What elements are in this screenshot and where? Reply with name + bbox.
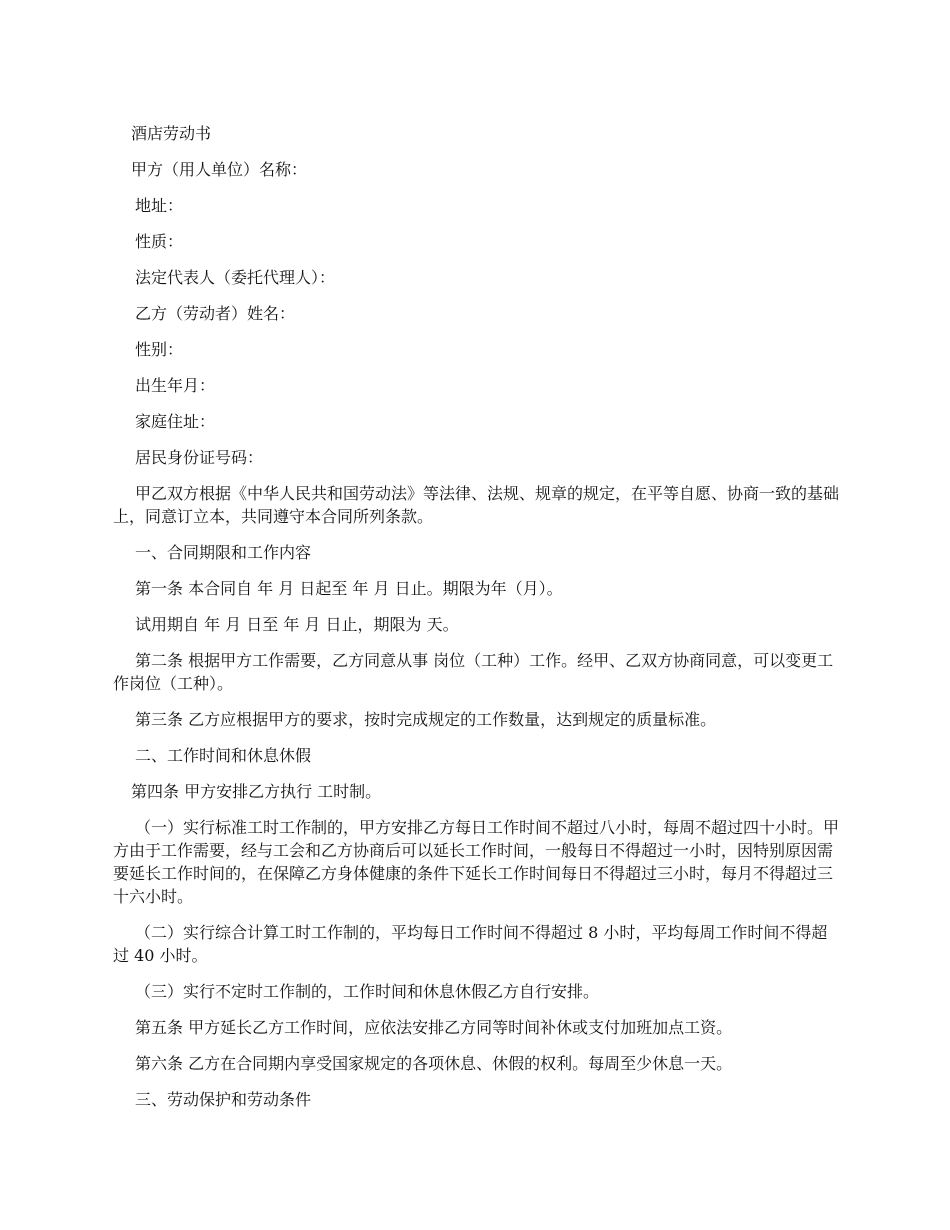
home-address-field: 家庭住址： [135,412,216,431]
article-6: 第六条 乙方在合同期内享受国家规定的各项休息、休假的权利。每周至少休息一天。 [135,1054,733,1073]
section-heading-1: 一、合同期限和工作内容 [135,543,312,562]
nature-field: 性质： [135,232,184,251]
document-body [113,122,843,1124]
birth-date-field: 出生年月： [135,376,216,395]
article-3: 第三条 乙方应根据甲方的要求，按时完成规定的工作数量，达到规定的质量标准。 [135,710,717,729]
section-heading-3: 三、劳动保护和劳动条件 [135,1090,312,1109]
legal-representative-field: 法定代表人（委托代理人）： [135,268,336,287]
item-2: （二）实行综合计算工时工作制的，平均每日工作时间不得超过 8 小时，平均每周工作时间不得超过 40 小时。 [113,923,828,965]
item-1: （一）实行标准工时工作制的，甲方安排乙方每日工作时间不超过八小时，每周不超过四十小时。甲方由于工作需要，经与工会和乙方协商后可以延长工作时间，一般每日不得超过一小时，因特别原因需要延长工作时间的，在保障乙方身体健康的条件下延长工作时间每日不得超过三小时，每月不得超过三十六小时。 [113,818,840,906]
party-a-name-field: 甲方（用人单位）名称： [131,160,308,179]
id-number-field: 居民身份证号码： [135,448,264,467]
article-1: 第一条 本合同自 年 月 日起至 年 月 日止。期限为年（月）。 [135,579,563,598]
item-3: （三）实行不定时工作制的，工作时间和休息休假乙方自行安排。 [135,982,600,1001]
article-4: 第四条 甲方安排乙方执行 工时制。 [131,782,382,801]
article-5: 第五条 甲方延长乙方工作时间，应依法安排乙方同等时间补休或支付加班加点工资。 [135,1018,733,1037]
probation-clause: 试用期自 年 月 日至 年 月 日止，期限为 天。 [135,615,459,634]
article-2: 第二条 根据甲方工作需要，乙方同意从事 岗位（工种）工作。经甲、乙双方协商同意，可以变更工作岗位（工种）。 [113,651,834,693]
section-heading-2: 二、工作时间和休息休假 [135,746,312,765]
preamble-paragraph: 甲乙双方根据《中华人民共和国劳动法》等法律、法规、规章的规定，在平等自愿、协商一致的基础上，同意订立本，共同遵守本合同所列条款。 [113,484,840,526]
document-title: 酒店劳动书 [131,124,212,143]
gender-field: 性别： [135,340,184,359]
party-b-name-field: 乙方（劳动者）姓名： [135,304,296,323]
address-field: 地址： [135,196,184,215]
